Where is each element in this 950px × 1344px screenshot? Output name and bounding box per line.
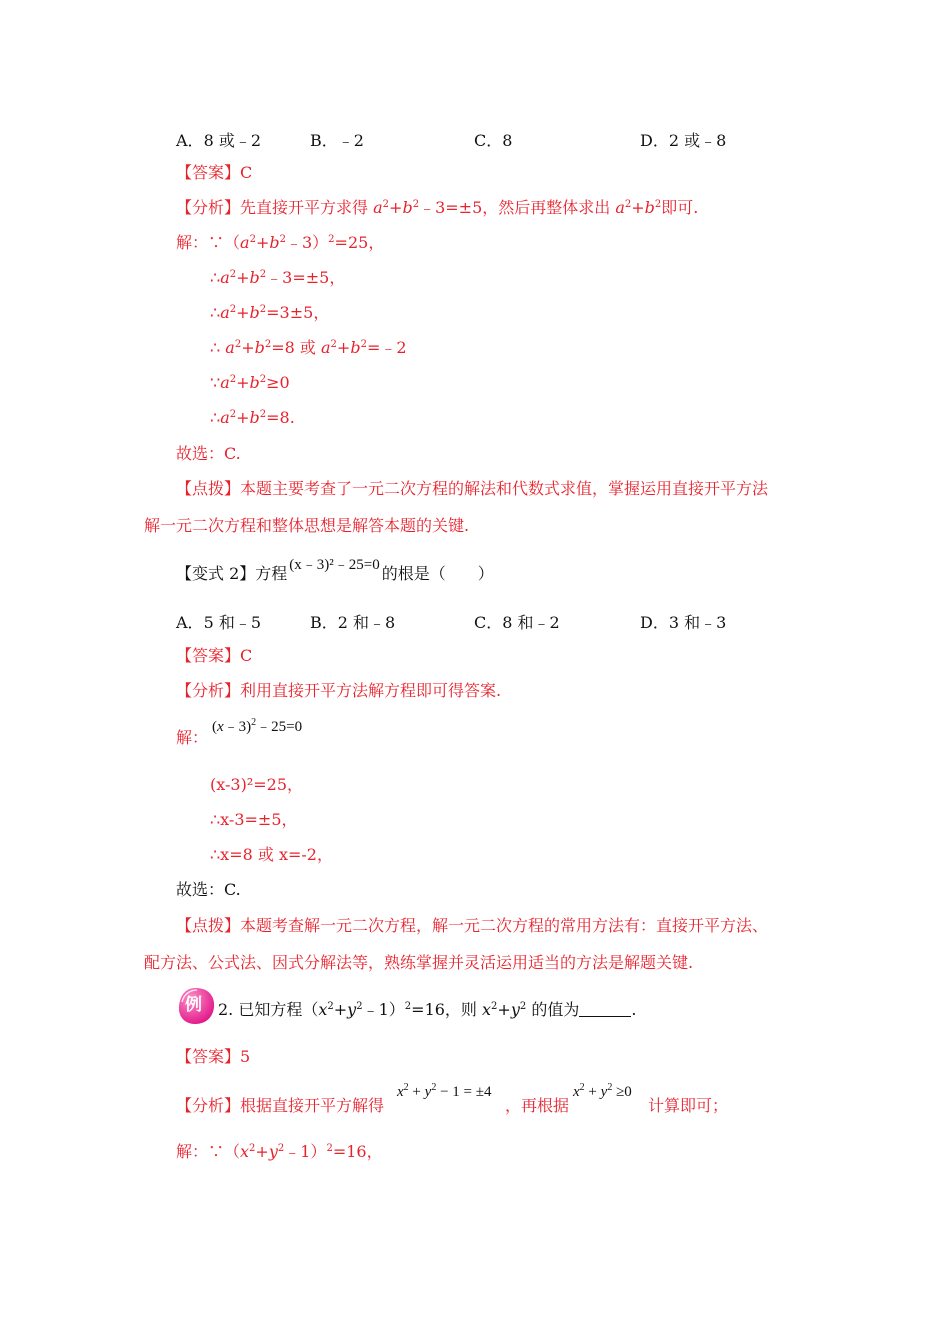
answer-blank[interactable] [579, 1002, 631, 1017]
example2-answer: 【答案】5 [176, 1047, 251, 1066]
example2-solution: 解：$\because(x^2+y^2﹣1)^2=16$， [176, 1142, 383, 1161]
example2-formula-2: $x^2 + y^2 \ge 0$ [573, 1082, 632, 1100]
q1-step-5: $\therefore a^2+b^2=8$. [210, 408, 295, 427]
q1-tip-line2: 解一元二次方程和整体思想是解答本题的关键. [144, 516, 470, 535]
q1-solution-line: 解：$\because(a^2+b^2﹣3)^2=25$， [176, 233, 385, 252]
q1-analysis: 【分析】先直接开平方求得 $a^2+b^2﹣3=\pm 5$，然后再整体求出 $a^2+b^2$即可. [176, 198, 699, 217]
variant2-option-b[interactable]: B．2 和﹣8 [310, 613, 396, 632]
q1-tip-line1: 【点拨】本题主要考查了一元二次方程的解法和代数式求值，掌握运用直接开平方法 [176, 479, 769, 498]
q1-step-4: $\because a^2+b^2\ge 0$ [210, 373, 290, 392]
example2-formula-1: $x^2 + y^2 - 1 = \pm 4$ [397, 1082, 492, 1100]
example-badge-label: 例 [185, 995, 202, 1015]
variant2-answer: 【答案】C [176, 646, 253, 665]
q1-option-b[interactable]: B．﹣2 [310, 131, 364, 150]
q1-answer: 【答案】C [176, 163, 253, 182]
variant2-step-3: ∴x=8 或 x=-2， [210, 845, 333, 864]
variant2-tip-line2: 配方法、公式法、因式分解法等，熟练掌握并灵活运用适当的方法是解题关键. [144, 953, 694, 972]
variant2-step-2: ∴x-3=±5， [210, 810, 298, 829]
q1-option-a[interactable]: A．8 或﹣2 [176, 131, 262, 150]
q1-step-3: ∴ $a^2+b^2=8$ 或 $a^2+b^2=﹣2$ [210, 338, 407, 357]
variant2-choose: 故选：C. [176, 880, 241, 899]
example2-analysis: 【分析】根据直接开平方解得 [176, 1096, 385, 1115]
example2-analysis-after: 计算即可； [648, 1096, 729, 1115]
q1-option-d[interactable]: D．2 或﹣8 [640, 131, 727, 150]
q1-option-c[interactable]: C．8 [474, 131, 513, 150]
variant2-stem: 【变式 2】方程 (x﹣3)²﹣25=0 的根是（ ） [176, 557, 494, 583]
variant2-solution-equation: (x﹣3)$^2$﹣25=0 [212, 717, 303, 735]
q1-choose: 故选：C. [176, 444, 241, 463]
example2-analysis-mid: ，再根据 [505, 1096, 570, 1115]
variant2-solution-prefix: 解： [176, 728, 209, 747]
variant2-tip-line1: 【点拨】本题考查解一元二次方程，解一元二次方程的常用方法有：直接开平方法、 [176, 916, 769, 935]
variant2-analysis: 【分析】利用直接开平方法解方程即可得答案. [176, 681, 502, 700]
q1-step-2: $\therefore a^2+b^2=3\pm 5$， [210, 303, 330, 322]
variant2-option-c[interactable]: C．8 和﹣2 [474, 613, 560, 632]
q1-step-1: $\therefore a^2+b^2﹣3=\pm 5$， [210, 268, 346, 287]
variant2-step-1: (x-3)²=25， [210, 775, 303, 794]
variant2-equation: (x﹣3)²﹣25=0 [289, 557, 380, 573]
variant2-option-d[interactable]: D．3 和﹣3 [640, 613, 727, 632]
variant2-option-a[interactable]: A．5 和﹣5 [176, 613, 262, 632]
example2-stem: 2. 已知方程$(x^2+y^2﹣1)^2=16$，则 $x^2+y^2$ 的值为 . [218, 1000, 637, 1019]
